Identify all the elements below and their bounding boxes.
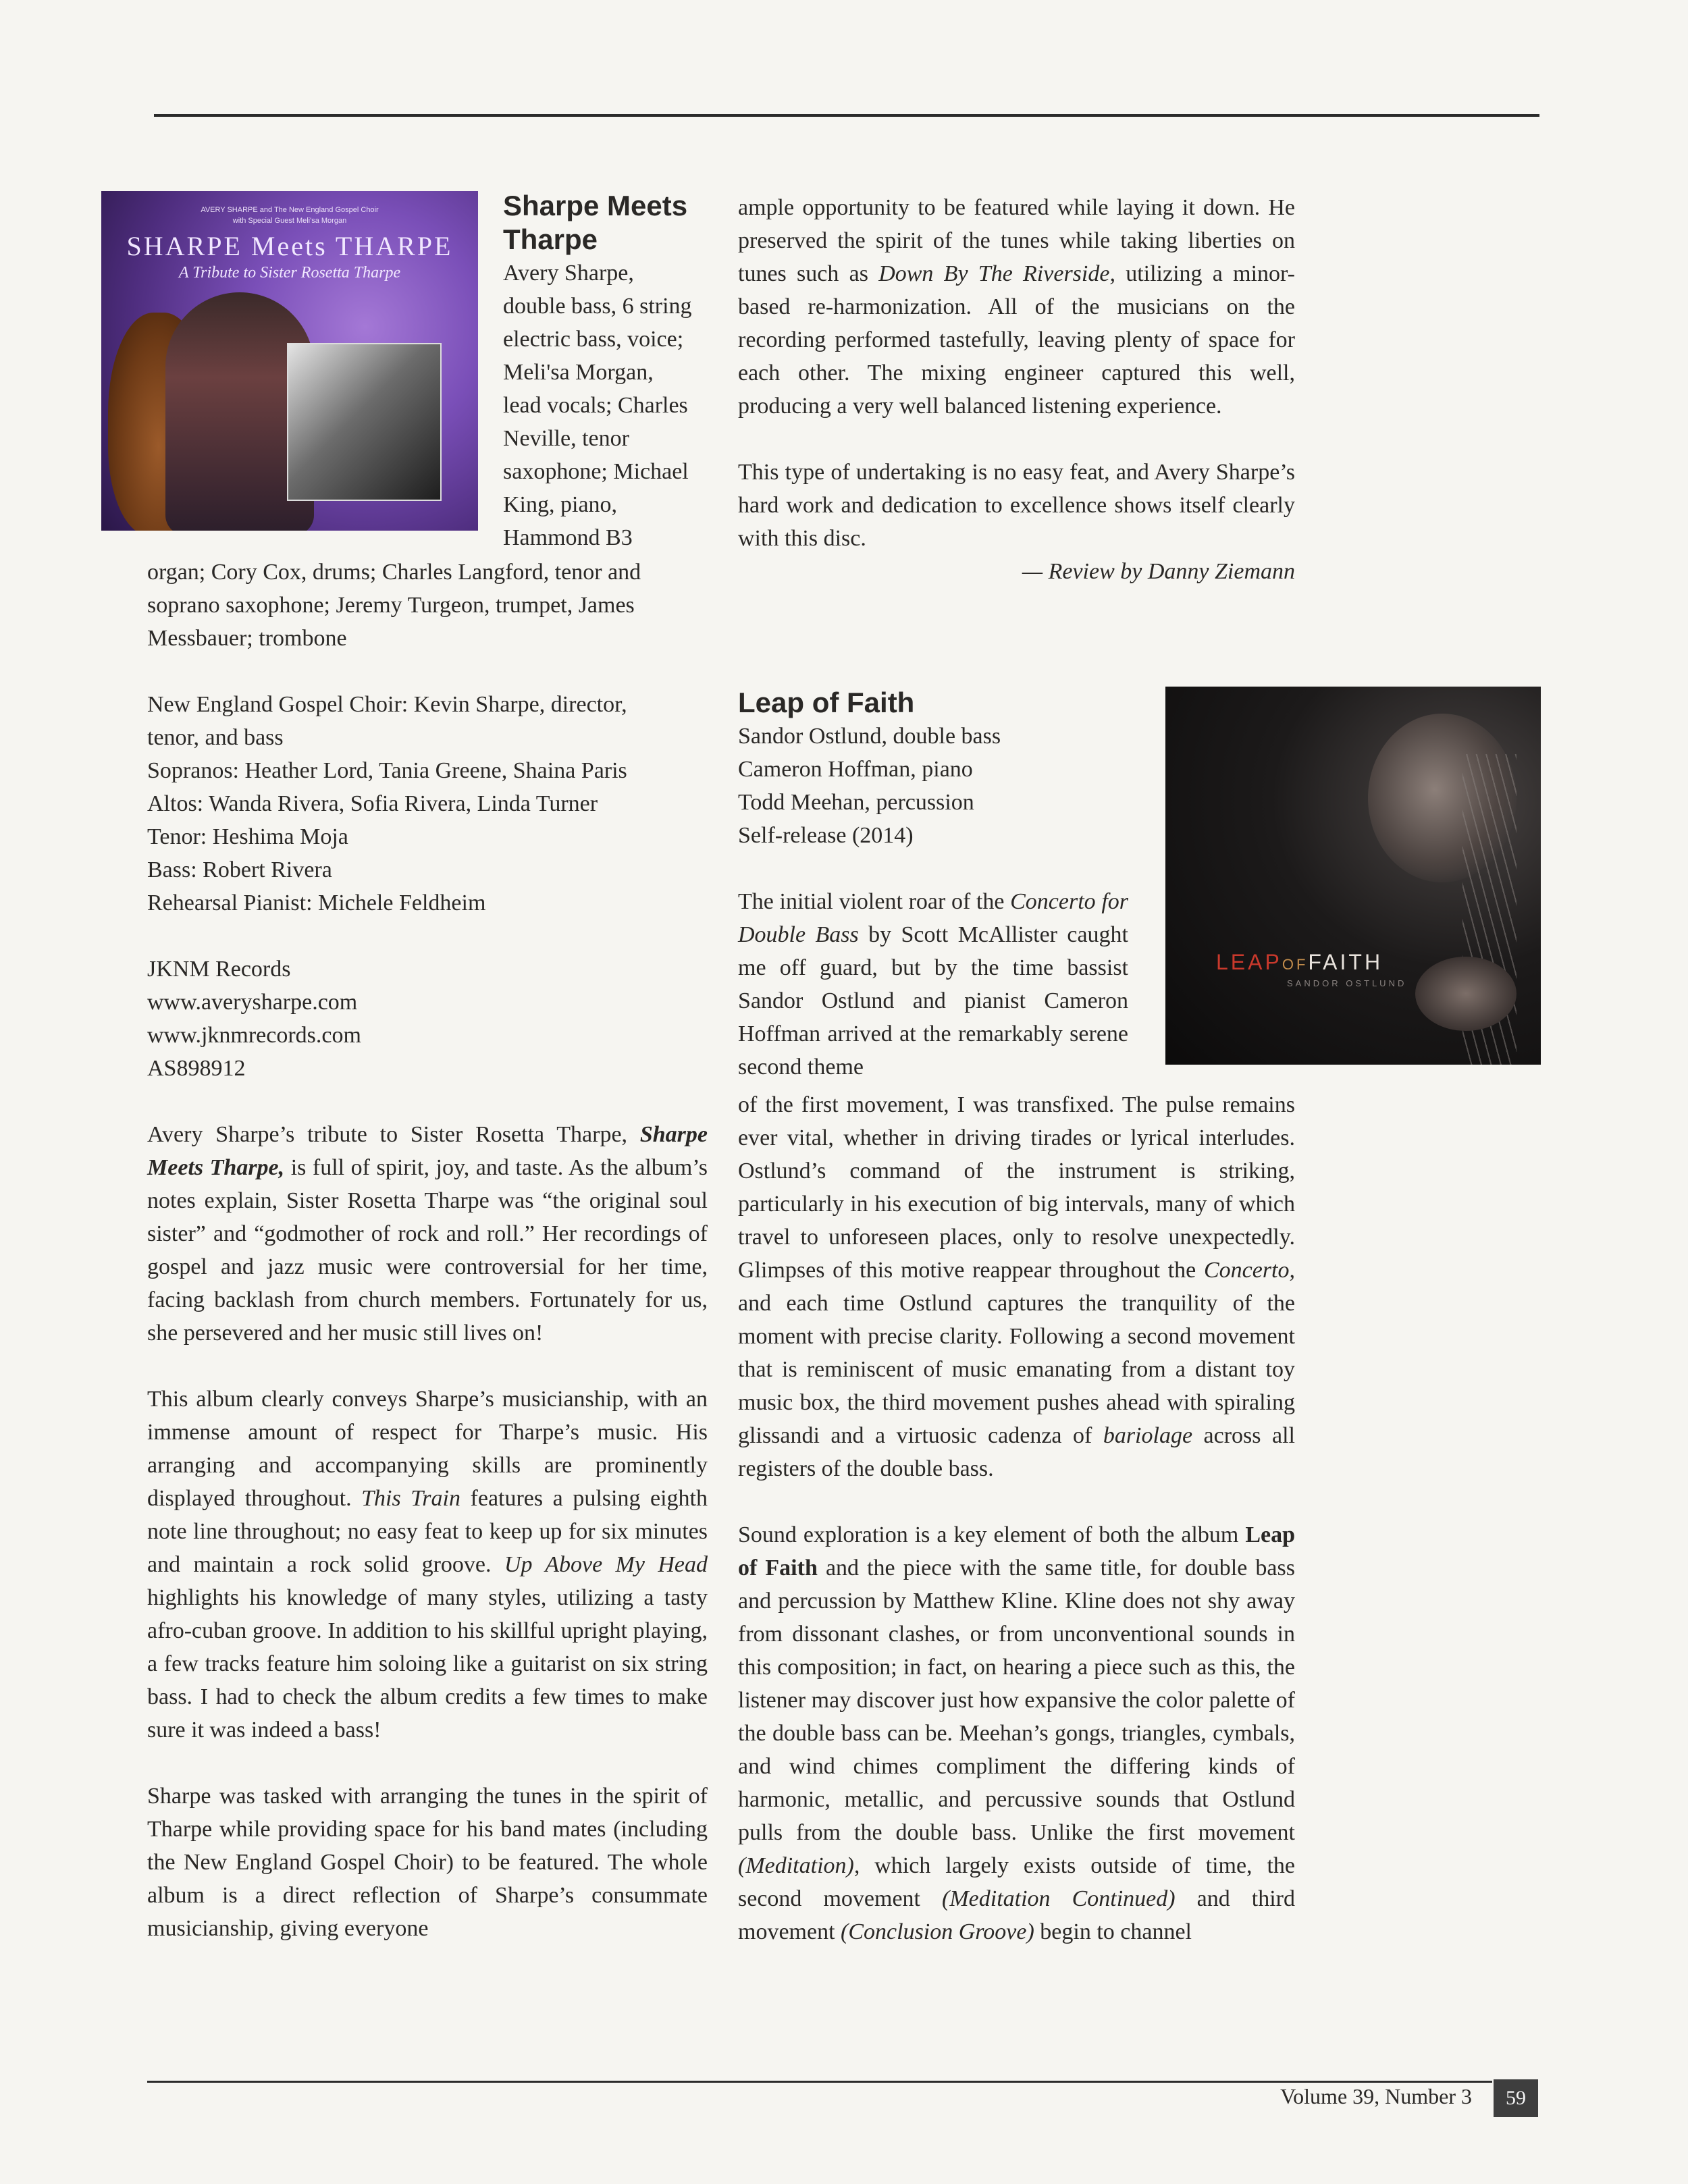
page-number: 59	[1494, 2079, 1538, 2117]
review2-personnel	[738, 720, 1143, 852]
personnel-line: soprano saxophone; Jeremy Turgeon, trumpet, James	[147, 593, 635, 618]
album-cover-sharpe-meets-tharpe	[101, 191, 478, 531]
choir-line: tenor, and bass	[147, 725, 284, 750]
review2-paragraph-1-wrapped: The initial violent roar of the Concerto for Double Bass by Scott McAllister caught me off guard, but by the time bassist Sandor Ostlund and pianist Cameron Hoffman arrived at the remarkably serene second theme	[738, 889, 1129, 1080]
personnel-line: Messbauer; trombone	[147, 626, 347, 651]
cover-title: LEAPOFFAITH	[1216, 950, 1383, 974]
cover-credit-line: AVERY SHARPE and The New England Gospel Choir	[201, 206, 379, 214]
cover-subtitle: A Tribute to Sister Rosetta Tharpe	[178, 264, 401, 282]
personnel-line: electric bass, voice;	[503, 327, 684, 352]
personnel-line: Cameron Hoffman, piano	[738, 757, 973, 782]
choir-line: Altos: Wanda Rivera, Sofia Rivera, Linda Turner	[147, 791, 598, 816]
personnel-line: organ; Cory Cox, drums; Charles Langford, tenor and	[147, 560, 641, 585]
review1-paragraph-4: ample opportunity to be featured while laying it down. He preserved the spirit of the tunes while taking liberties on tunes such as Down By The Riverside, utilizing a minor-based re-harmonization. All of the musicians on the recording performed tastefully, leaving plenty of space for each other. The mixing engineer captured this well, producing a very well balanced listening experience.	[738, 195, 1295, 419]
choir-line: New England Gospel Choir: Kevin Sharpe, director,	[147, 692, 627, 717]
label-line: AS898912	[147, 1056, 246, 1081]
tharpe-photo-image	[287, 343, 442, 501]
personnel-line: King, piano,	[503, 492, 618, 517]
right-column-bottom	[738, 1088, 1295, 1948]
album-cover-leap-of-faith	[1165, 687, 1541, 1065]
label-line: www.averysharpe.com	[147, 990, 358, 1015]
review2-title: Leap of Faith	[738, 687, 915, 718]
review1-title: Sharpe Meets Tharpe	[503, 190, 688, 255]
choir-line: Bass: Robert Rivera	[147, 857, 332, 882]
review1-paragraph-1: Avery Sharpe’s tribute to Sister Rosetta Tharpe, Sharpe Meets Tharpe, is full of spirit, joy, and taste. As the album’s notes explain, Sister Rosetta Tharpe was “the original soul sister” and “godmother of rock and roll.” Her recordings of gospel and jazz music were controversial for her time, facing backlash from church members. Fortunately for us, she persevered and her music still lives on!	[147, 1122, 708, 1346]
personnel-line: Hammond B3	[503, 525, 633, 550]
choir-line: Tenor: Heshima Moja	[147, 824, 348, 849]
personnel-line: lead vocals; Charles	[503, 393, 688, 418]
label-line: JKNM Records	[147, 957, 291, 982]
review1-byline: — Review by Danny Ziemann	[1022, 559, 1295, 584]
review1-header	[503, 189, 719, 554]
personnel-line: Self-release (2014)	[738, 823, 914, 848]
personnel-line: double bass, 6 string	[503, 294, 692, 319]
cover-title: SHARPE Meets THARPE	[126, 231, 453, 261]
personnel-line: Neville, tenor	[503, 426, 629, 451]
personnel-line: Meli'sa Morgan,	[503, 360, 654, 385]
hand-image	[1415, 957, 1516, 1031]
choir-line: Sopranos: Heather Lord, Tania Greene, Shaina Paris	[147, 758, 627, 783]
choir-line: Rehearsal Pianist: Michele Feldheim	[147, 890, 486, 915]
review1-personnel-wrapped	[503, 257, 719, 554]
review2-header	[738, 686, 1143, 1084]
personnel-line: saxophone; Michael	[503, 459, 689, 484]
review1-paragraph-3: Sharpe was tasked with arranging the tunes in the spirit of Tharpe while providing space for his band mates (including the New England Gospel Choir) to be featured. The whole album is a direct reflection of Sharpe’s consummate musicianship, giving everyone	[147, 1784, 708, 1941]
right-column-top	[738, 191, 1295, 588]
review1-label-info	[147, 953, 708, 1085]
review1-personnel-full	[147, 556, 708, 655]
label-line: www.jknmrecords.com	[147, 1023, 361, 1048]
left-column	[147, 556, 708, 1945]
review1-choir-list	[147, 688, 708, 920]
cover-artist: SANDOR OSTLUND	[1287, 978, 1407, 988]
review2-paragraph-2: Sound exploration is a key element of both the album Leap of Faith and the piece with the same title, for double bass and percussion by Matthew Kline. Kline does not shy away from dissonant clashes, or from unconventional sounds in this composition; in fact, on hearing a piece such as this, the listener may discover just how expansive the color palette of the double bass can be. Meehan’s gongs, triangles, cymbals, and wind chimes compliment the differing kinds of harmonic, metallic, and percussive sounds that Ostlund pulls from the double bass. Unlike the first movement (Meditation), which largely exists outside of time, the second movement (Meditation Continued) and third movement (Conclusion Groove) begin to channel	[738, 1522, 1295, 1944]
review2-paragraph-1: of the first movement, I was transfixed. The pulse remains ever vital, whether in driving tirades or lyrical interludes. Ostlund’s command of the instrument is striking, particularly in his execution of big intervals, many of which travel to unforeseen places, only to resolve unexpectedly. Glimpses of this motive reappear throughout the Concerto, and each time Ostlund captures the tranquility of the moment with precise clarity. Following a second movement that is reminiscent of music emanating from a distant toy music box, the third movement pushes ahead with spiraling glissandi and a virtuosic cadenza of bariolage across all registers of the double bass.	[738, 1092, 1295, 1481]
review1-paragraph-5: This type of undertaking is no easy feat, and Avery Sharpe’s hard work and dedication to excellence shows itself clearly with this disc.	[738, 460, 1295, 551]
personnel-line: Sandor Ostlund, double bass	[738, 724, 1001, 749]
personnel-line: Todd Meehan, percussion	[738, 790, 974, 815]
cover-guest-line: with Special Guest Meli'sa Morgan	[232, 217, 347, 225]
personnel-line: Avery Sharpe,	[503, 261, 634, 286]
top-rule	[154, 114, 1539, 117]
review1-paragraph-2: This album clearly conveys Sharpe’s musicianship, with an immense amount of respect for Tharpe’s music. His arranging and accompanying skills are prominently displayed throughout. This Train features a pulsing eighth note line throughout; no easy feat to keep up for six minutes and maintain a rock solid groove. Up Above My Head highlights his knowledge of many styles, utilizing a tasty afro-cuban groove. In addition to his skillful upright playing, a few tracks feature him soloing like a guitarist on six string bass. I had to check the album credits a few times to make sure it was indeed a bass!	[147, 1387, 708, 1742]
volume-issue-label: Volume 39, Number 3	[1280, 2084, 1472, 2108]
bottom-rule	[147, 2081, 1492, 2083]
